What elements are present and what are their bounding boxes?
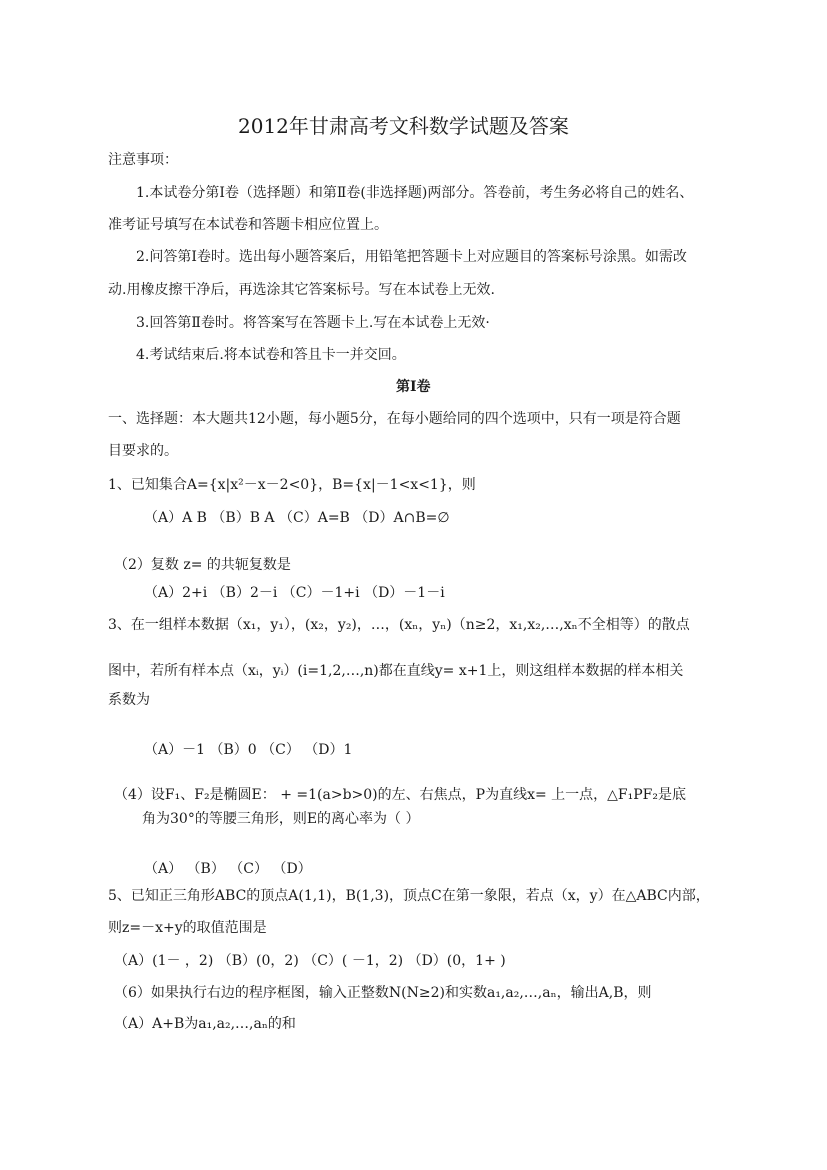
question-5-options: （A）(1－ ，2) （B）(0，2) （C）( －1，2) （D）(0，1+ ) bbox=[114, 953, 506, 969]
notice-heading: 注意事项： bbox=[108, 152, 178, 168]
question-2-options: （A）2+i （B）2－i （C）－1+i （D）－1－i bbox=[144, 585, 445, 601]
question-3-stem-cont: 图中，若所有样本点（xᵢ，yᵢ）(i=1,2,…,n)都在直线y= x+1上，则这组样本数据的样本相关 bbox=[108, 663, 684, 679]
question-5-stem: 5、已知正三角形ABC的顶点A(1,1)，B(1,3)，顶点C在第一象限，若点（x，y）在△ABC内部， bbox=[108, 888, 710, 904]
notice-item-1: 1.本试卷分第Ⅰ卷（选择题）和第Ⅱ卷(非选择题)两部分。答卷前，考生务必将自己的姓名、 bbox=[136, 185, 694, 201]
question-5-stem-cont: 则z=－x+y的取值范围是 bbox=[108, 920, 267, 936]
question-6-stem: （6）如果执行右边的程序框图，输入正整数N(N≥2)和实数a₁,a₂,…,aₙ，输出A,B，则 bbox=[114, 985, 652, 1001]
page-title: 2012年甘肃高考文科数学试题及答案 bbox=[238, 114, 569, 138]
question-3-stem-end: 系数为 bbox=[108, 692, 150, 708]
section-heading: 第Ⅰ卷 bbox=[396, 379, 431, 395]
section-intro-cont: 目要求的。 bbox=[108, 443, 178, 459]
question-2-stem: （2）复数 z= 的共轭复数是 bbox=[114, 557, 291, 573]
notice-item-2-cont: 动.用橡皮擦干净后，再选涂其它答案标号。写在本试卷上无效. bbox=[108, 282, 495, 298]
question-1-options: （A）A B （B）B A （C）A=B （D）A∩B=∅ bbox=[144, 510, 450, 526]
question-4-stem: （4）设F₁、F₂是椭圆E： + =1(a>b>0)的左、右焦点，P为直线x= 上一点，△F₁PF₂是底 bbox=[114, 787, 686, 803]
notice-item-1-cont: 准考证号填写在本试卷和答题卡相应位置上。 bbox=[108, 217, 388, 233]
notice-item-3: 3.回答第Ⅱ卷时。将答案写在答题卡上.写在本试卷上无效· bbox=[136, 315, 490, 331]
question-4-options: （A） （B） （C） （D） bbox=[144, 861, 312, 877]
question-3-stem: 3、在一组样本数据（x₁，y₁），(x₂，y₂)，…，(xₙ，yₙ)（n≥2，x₁,x₂,…,xₙ不全相等）的散点 bbox=[108, 617, 690, 633]
question-6-option-a: （A）A+B为a₁,a₂,…,aₙ的和 bbox=[114, 1016, 296, 1032]
section-intro: 一、选择题：本大题共12小题，每小题5分，在每小题给同的四个选项中，只有一项是符合题 bbox=[108, 411, 681, 427]
question-1-stem: 1、已知集合A={x|x²－x－2<0}，B={x|－1<x<1}，则 bbox=[108, 477, 476, 493]
question-4-stem-cont: 角为30°的等腰三角形，则E的离心率为（ ） bbox=[142, 811, 420, 827]
notice-item-2: 2.问答第Ⅰ卷时。选出每小题答案后，用铅笔把答题卡上对应题目的答案标号涂黑。如需改 bbox=[136, 249, 687, 265]
notice-item-4: 4.考试结束后.将本试卷和答且卡一并交回。 bbox=[136, 347, 406, 363]
question-3-options: （A）－1 （B）0 （C） （D）1 bbox=[144, 742, 353, 758]
